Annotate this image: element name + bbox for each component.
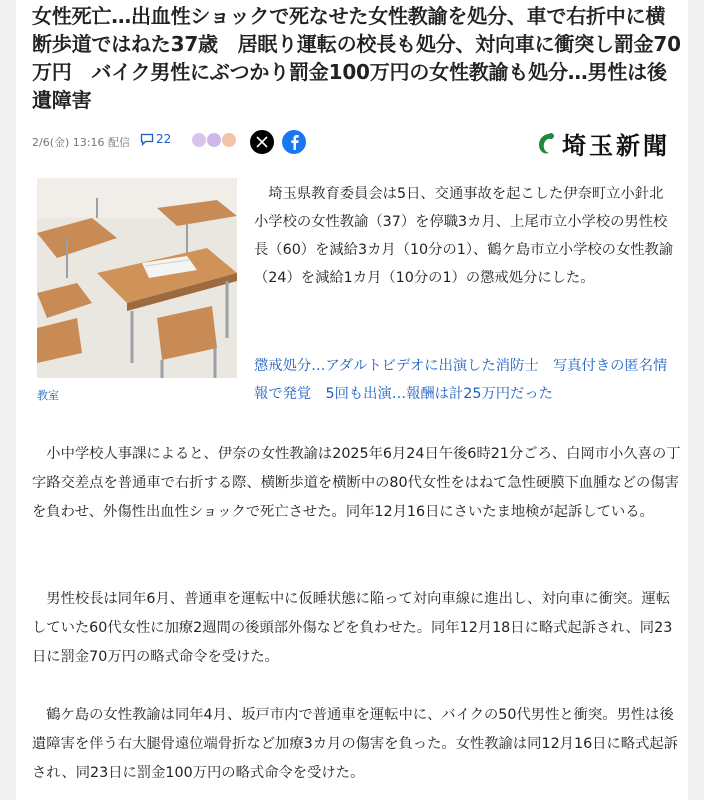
article-card	[16, 0, 688, 800]
publisher-name: 埼玉新聞	[562, 131, 670, 160]
share-x-button[interactable]	[250, 130, 274, 154]
classroom-illustration	[37, 178, 237, 378]
comments-link[interactable]	[140, 132, 171, 146]
article-paragraph: 小中学校人事課によると、伊奈の女性教諭は2025年6月24日午後6時21分ごろ、白岡市小久喜の丁字路交差点を普通車で右折する際、横断歩道を横断中の80代女性をはねて急性硬膜下血腫などの傷害を負わせ、外傷性出血性ショックで死亡させた。同年12月16日にさいたま地検が起訴している。	[32, 446, 681, 520]
reaction-faces[interactable]	[192, 133, 237, 147]
reaction-face-icon	[222, 133, 236, 147]
photo-caption: 教室	[37, 389, 59, 402]
article-paragraph: 鶴ケ島の女性教諭は同年4月、坂戸市内で普通車を運転中に、バイクの50代男性と衝突。男性は後遺障害を伴う右大腿骨遠位端骨折など加療3カ月の傷害を負った。女性教諭は同12月16日に略式起訴され、同23日に罰金100万円の略式命令を受けた。	[32, 707, 678, 781]
article-meta	[32, 128, 684, 160]
comment-count: 22	[156, 132, 172, 146]
reaction-face-icon	[192, 133, 206, 147]
publisher-logo[interactable]	[536, 126, 670, 161]
reaction-face-icon	[207, 133, 221, 147]
article-headline: 女性死亡…出血性ショックで死なせた女性教諭を処分、車で右折中に横断歩道ではねた37歳 居眠り運転の校長も処分、対向車に衝突し罰金70万円 バイク男性にぶつかり罰金100万円の女性教諭も処分…男性は後遺障害	[32, 4, 681, 112]
article-paragraph: 男性校長は同年6月、普通車を運転中に仮睡状態に陥って対向車線に進出し、対向車に衝突。運転していた60代女性に加療2週間の後頭部外傷などを負わせた。同年12月18日に略式起訴され、同23日に罰金70万円の略式命令を受けた。	[32, 591, 673, 665]
x-logo-icon	[256, 136, 268, 148]
saitama-shimbun-logo-icon	[536, 131, 558, 157]
share-facebook-button[interactable]	[282, 130, 306, 154]
article-lead: 埼玉県教育委員会は5日、交通事故を起こした伊奈町立小針北小学校の女性教諭（37）を停職3カ月、上尾市立小学校の男性校長（60）を減給3カ月（10分の1）、鶴ケ島市立小学校の女性教諭（24）を減給1カ月（10分の1）の懲戒処分にした。	[254, 186, 674, 286]
related-article-link[interactable]: 懲戒処分…アダルトビデオに出演した消防士 写真付きの匿名情報で発覚 5回も出演…報酬は計25万円だった	[254, 358, 668, 402]
article-photo[interactable]	[37, 178, 237, 378]
speech-bubble-icon	[140, 133, 154, 146]
facebook-logo-icon	[288, 134, 300, 150]
publish-date: 2/6(金) 13:16 配信	[32, 136, 130, 149]
